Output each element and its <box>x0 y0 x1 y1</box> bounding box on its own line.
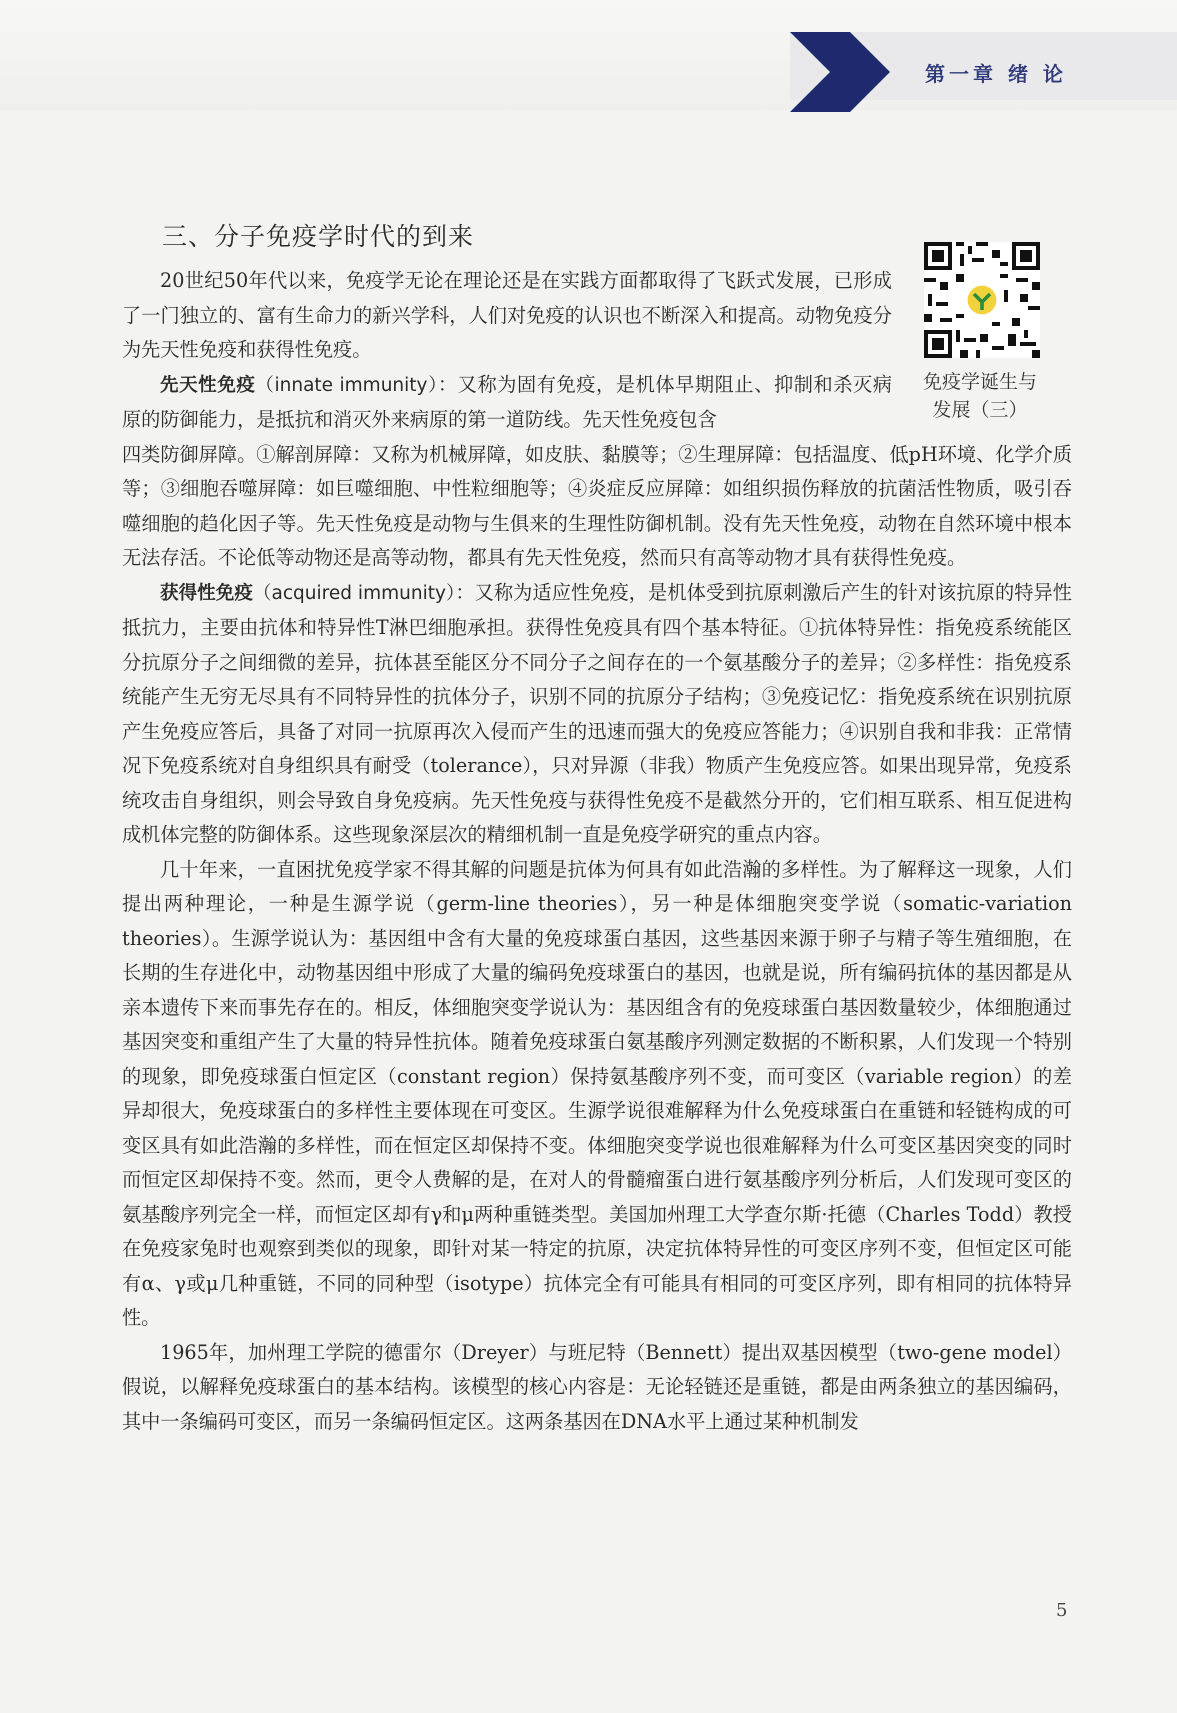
chapter-title: 第一章 绪 论 <box>925 62 1067 86</box>
paragraph-acquired-immunity <box>122 576 1072 853</box>
qr-caption-line2: 发展（三） <box>932 399 1028 421</box>
term-acquired-immunity: 获得性免疫 <box>160 582 253 604</box>
paragraph-antibody-diversity: 几十年来，一直困扰免疫学家不得其解的问题是抗体为何具有如此浩瀚的多样性。为了解释这一现象，人们提出两种理论，一种是生源学说（germ-line theories），另一种是体细胞突变学说（somatic-variation theories）。生源学说认为：基因组中含有大量的免疫球蛋白基因，这些基因来源于卵子与精子等生殖细胞，在长期的生存进化中，动物基因组中形成了大量的编码免疫球蛋白的基因，也就是说，所有编码抗体的基因都是从亲本遗传下来而事先存在的。相反，体细胞突变学说认为：基因组含有的免疫球蛋白基因数量较少，体细胞通过基因突变和重组产生了大量的特异性抗体。随着免疫球蛋白氨基酸序列测定数据的不断积累，人们发现一个特别的现象，即免疫球蛋白恒定区（constant region）保持氨基酸序列不变，而可变区（variable region）的差异却很大，免疫球蛋白的多样性主要体现在可变区。生源学说很难解释为什么免疫球蛋白在重链和轻链构成的可变区具有如此浩瀚的多样性，而在恒定区却保持不变。体细胞突变学说也很难解释为什么可变区基因突变的同时而恒定区却保持不变。然而，更令人费解的是，在对人的骨髓瘤蛋白进行氨基酸序列分析后，人们发现可变区的氨基酸序列完全一样，而恒定区却有γ和μ两种重链类型。美国加州理工大学查尔斯·托德（Charles Todd）教授在免疫家兔时也观察到类似的现象，即针对某一特定的抗原，决定抗体特异性的可变区序列不变，但恒定区可能有α、γ或μ几种重链，不同的同种型（isotype）抗体完全有可能具有相同的可变区序列，即有相同的抗体特异性。 <box>122 857 1072 1329</box>
paragraph-intro: 20世纪50年代以来，免疫学无论在理论还是在实践方面都取得了飞跃式发展，已形成了一门独立的、富有生命力的新兴学科，人们对免疫的认识也不断深入和提高。动物免疫分为先天性免疫和获得性免疫。 <box>122 269 892 361</box>
term-acquired-immunity-en: （acquired immunity） <box>252 582 456 604</box>
page-number: 5 <box>1056 1600 1068 1621</box>
qr-caption-line1: 免疫学诞生与 <box>922 371 1037 393</box>
term-innate-immunity: 先天性免疫 <box>160 374 256 396</box>
paragraph-innate-immunity-continued: 四类防御屏障。①解剖屏障：又称为机械屏障，如皮肤、黏膜等；②生理屏障：包括温度、低pH环境、化学介质等；③细胞吞噬屏障：如巨噬细胞、中性粒细胞等；④炎症反应屏障：如组织损伤释放的抗菌活性物质，吸引吞噬细胞的趋化因子等。先天性免疫是动物与生俱来的生理性防御机制。没有先天性免疫，动物在自然环境中根本无法存活。不论低等动物还是高等动物，都具有先天性免疫，然而只有高等动物才具有获得性免疫。 <box>122 442 1073 569</box>
body-text <box>122 264 1072 1439</box>
paragraph-two-gene-model: 1965年，加州理工学院的德雷尔（Dreyer）与班尼特（Bennett）提出双基因模型（two-gene model）假说，以解释免疫球蛋白的基本结构。该模型的核心内容是：无论轻链还是重链，都是由两条独立的基因编码，其中一条编码可变区，而另一条编码恒定区。这两条基因在DNA水平上通过某种机制发 <box>122 1340 1072 1433</box>
paragraph-innate-immunity <box>122 368 892 438</box>
chapter-chevron-icon <box>790 32 915 112</box>
acquired-immunity-definition: ：又称为适应性免疫，是机体受到抗原刺激后产生的针对该抗原的特异性抵抗力，主要由抗体和特异性T淋巴细胞承担。获得性免疫具有四个基本特征。①抗体特异性：指免疫系统能区分抗原分子之间细微的差异，抗体甚至能区分不同分子之间存在的一个氨基酸分子的差异；②多样性：指免疫系统能产生无穷无尽具有不同特异性的抗体分子，识别不同的抗原分子结构；③免疫记忆：指免疫系统在识别抗原产生免疫应答后，具备了对同一抗原再次入侵而产生的迅速而强大的免疫应答能力；④识别自我和非我：正常情况下免疫系统对自身组织具有耐受（tolerance），只对异源（非我）物质产生免疫应答。如果出现异常，免疫系统攻击自身组织，则会导致自身免疫病。先天性免疫与获得性免疫不是截然分开的，它们相互联系、相互促进构成机体完整的防御体系。这些现象深层次的精细机制一直是免疫学研究的重点内容。 <box>122 580 1072 846</box>
innate-immunity-definition: ：又称为固有免疫，是机体早期阻止、抑制和杀灭病原的防御能力，是抵抗和消灭外来病原的第一道防线。先天性免疫包含 <box>122 372 892 431</box>
term-innate-immunity-en: （innate immunity） <box>255 374 438 396</box>
section-heading: 三、分子免疫学时代的到来 <box>162 222 475 251</box>
